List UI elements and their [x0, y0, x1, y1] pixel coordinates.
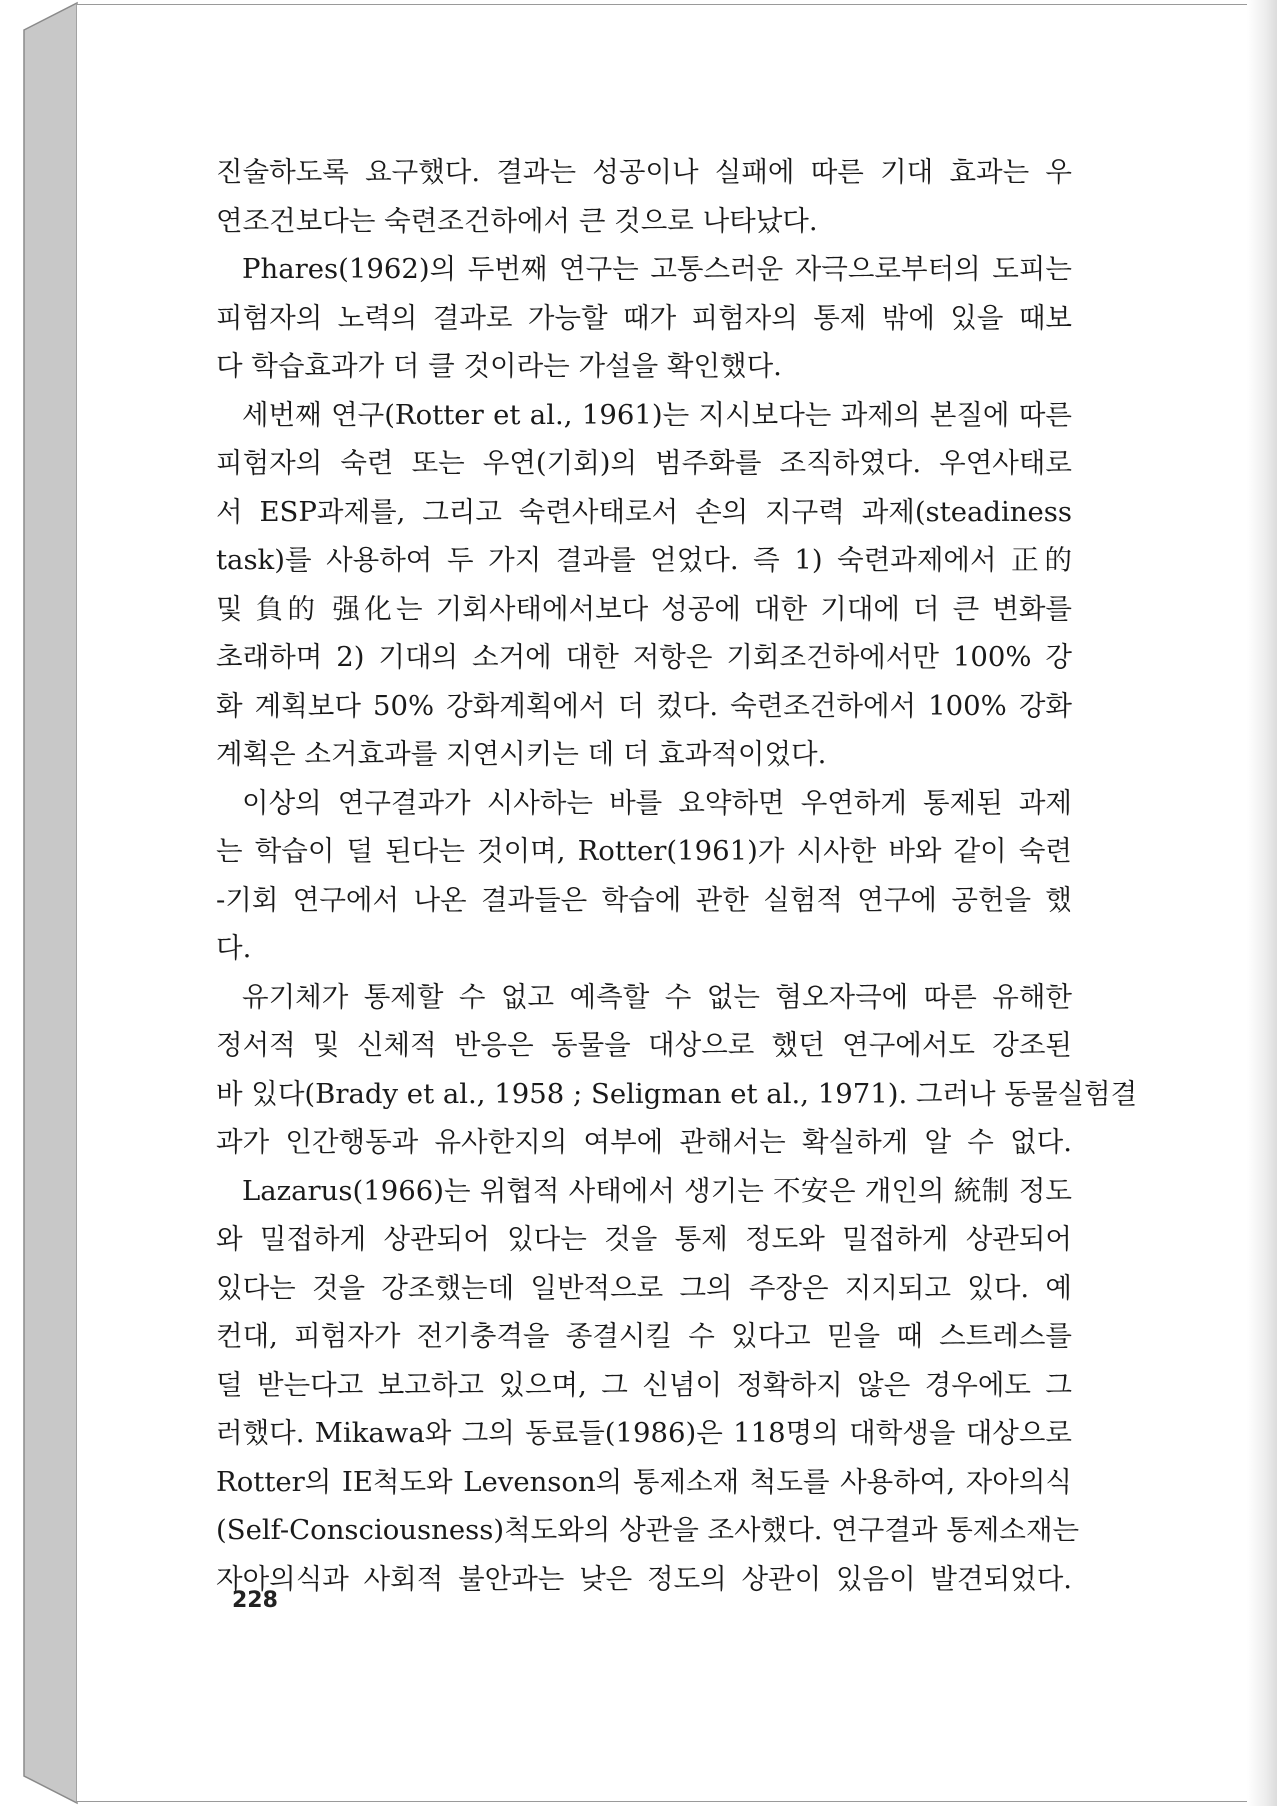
text-line: 세번째 연구(Rotter et al., 1961)는 지시보다는 과제의 본질에 따른 — [242, 398, 1072, 431]
text-line: 화 계획보다 50% 강화계획에서 더 컸다. 숙련조건하에서 100% 강화 — [216, 689, 1072, 722]
text-line: 컨대, 피험자가 전기충격을 종결시킬 수 있다고 믿을 때 스트레스를 — [216, 1320, 1072, 1352]
text-line: (Self-Consciousness)척도와의 상관을 조사했다. 연구결과 통제소재는 — [216, 1514, 1080, 1546]
text-line: 서 ESP과제를, 그리고 숙련사태로서 손의 지구력 과제(steadiness — [216, 495, 1072, 528]
text-line: 정서적 및 신체적 반응은 동물을 대상으로 했던 연구에서도 강조된 — [216, 1029, 1072, 1061]
text-line: -기회 연구에서 나온 결과들은 학습에 관한 실험적 연구에 공헌을 했 — [216, 883, 1072, 916]
text-line: 과가 인간행동과 유사한지의 여부에 관해서는 확실하게 알 수 없다. — [216, 1126, 1072, 1158]
text-line: 다 학습효과가 더 클 것이라는 가설을 확인했다. — [216, 350, 782, 382]
text-line: 유기체가 통제할 수 없고 예측할 수 없는 혐오자극에 따른 유해한 — [242, 980, 1072, 1013]
text-line: 덜 받는다고 보고하고 있으며, 그 신념이 정확하지 않은 경우에도 그 — [216, 1368, 1072, 1401]
page-body-text — [216, 148, 1138, 1603]
text-line: 연조건보다는 숙련조건하에서 큰 것으로 나타났다. — [216, 204, 818, 237]
text-line: Lazarus(1966)는 위협적 사태에서 생기는 不安은 개인의 統制 정도 — [242, 1174, 1072, 1207]
text-line: 및 負的 强化는 기회사태에서보다 성공에 대한 기대에 더 큰 변화를 — [216, 592, 1072, 625]
text-line: 초래하며 2) 기대의 소거에 대한 저항은 기회조건하에서만 100% 강 — [216, 641, 1072, 673]
text-line: Rotter의 IE척도와 Levenson의 통제소재 척도를 사용하여, 자아의식 — [216, 1465, 1072, 1498]
text-line: 이상의 연구결과가 시사하는 바를 요약하면 우연하게 통제된 과제 — [242, 786, 1072, 819]
text-line: 진술하도록 요구했다. 결과는 성공이나 실패에 따른 기대 효과는 우 — [216, 156, 1072, 188]
text-line: 자아의식과 사회적 불안과는 낮은 정도의 상관이 있음이 발견되었다. — [216, 1562, 1072, 1595]
text-line: 러했다. Mikawa와 그의 동료들(1986)은 118명의 대학생을 대상으로 — [216, 1417, 1072, 1449]
text-line: 와 밀접하게 상관되어 있다는 것을 통제 정도와 밀접하게 상관되어 — [216, 1223, 1072, 1255]
text-line: 는 학습이 덜 된다는 것이며, Rotter(1961)가 시사한 바와 같이 숙련 — [216, 835, 1072, 867]
text-line: task)를 사용하여 두 가지 결과를 얻었다. 즉 1) 숙련과제에서 正的 — [216, 544, 1072, 576]
text-line: 피험자의 숙련 또는 우연(기회)의 범주화를 조직하였다. 우연사태로 — [216, 447, 1072, 479]
text-line: Phares(1962)의 두번째 연구는 고통스러운 자극으로부터의 도피는 — [242, 253, 1072, 285]
page-number: 228 — [232, 1588, 278, 1613]
text-line: 계획은 소거효과를 지연시키는 데 더 효과적이었다. — [216, 738, 827, 770]
text-line: 피험자의 노력의 결과로 가능할 때가 피험자의 통제 밖에 있을 때보 — [216, 301, 1072, 334]
text-line: 있다는 것을 강조했는데 일반적으로 그의 주장은 지지되고 있다. 예 — [216, 1271, 1072, 1304]
text-line: 다. — [216, 932, 252, 964]
book-spine-edge — [22, 0, 78, 1806]
text-line: 바 있다(Brady et al., 1958 ; Seligman et al., 1971). 그러나 동물실험결 — [216, 1077, 1138, 1110]
page-edge-shadow — [1247, 0, 1277, 1806]
